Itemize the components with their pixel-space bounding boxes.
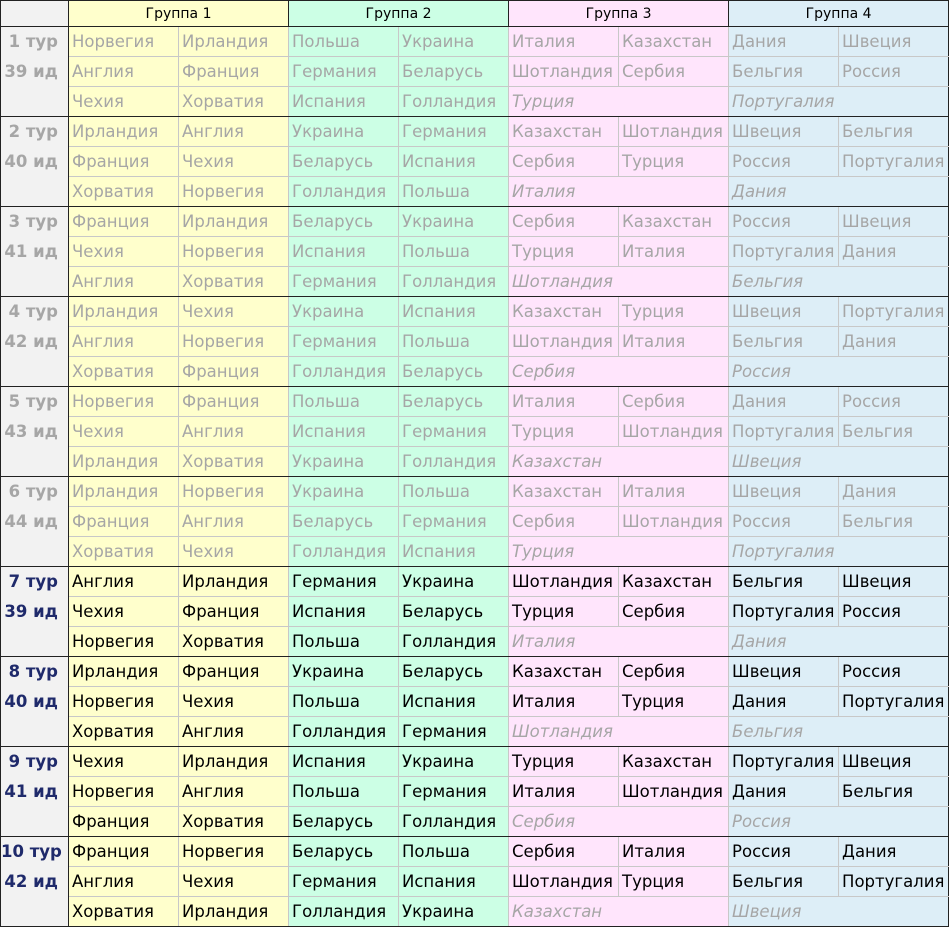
- away-team-cell: Казахстан: [619, 27, 729, 57]
- away-team-cell: Италия: [619, 477, 729, 507]
- away-team-cell: Бельгия: [839, 777, 949, 807]
- table-row: [1, 207, 949, 237]
- table-row: [1, 777, 949, 807]
- round-block: [1, 657, 949, 747]
- header-row: [1, 1, 949, 27]
- away-team-cell: Польша: [399, 237, 509, 267]
- home-team-cell: Швеция: [729, 117, 839, 147]
- table-row: [1, 837, 949, 867]
- home-team-cell: Украина: [289, 447, 399, 477]
- home-team-cell: Португалия: [729, 597, 839, 627]
- table-row: [1, 687, 949, 717]
- away-team-cell: Голландия: [399, 87, 509, 117]
- home-team-cell: Сербия: [509, 207, 619, 237]
- home-team-cell: Украина: [289, 657, 399, 687]
- away-team-cell: Россия: [839, 57, 949, 87]
- home-team-cell: Дания: [729, 27, 839, 57]
- home-team-cell: Чехия: [69, 597, 179, 627]
- away-team-cell: Беларусь: [399, 357, 509, 387]
- home-team-cell: Россия: [729, 837, 839, 867]
- away-team-cell: Франция: [179, 657, 289, 687]
- away-team-cell: Франция: [179, 387, 289, 417]
- table-row: [1, 417, 949, 447]
- table-row: [1, 567, 949, 597]
- round-label-blank: [1, 807, 69, 837]
- table-row: [1, 717, 949, 747]
- home-team-cell: Норвегия: [69, 777, 179, 807]
- round-block: [1, 297, 949, 387]
- home-team-cell: Англия: [69, 267, 179, 297]
- round-tour-label: 8 тур: [1, 657, 69, 687]
- round-tour-label: 7 тур: [1, 567, 69, 597]
- home-team-cell: Голландия: [289, 537, 399, 567]
- away-team-cell: Испания: [399, 867, 509, 897]
- home-team-cell: Норвегия: [69, 687, 179, 717]
- bye-team-cell: Португалия: [729, 87, 949, 117]
- away-team-cell: Бельгия: [839, 507, 949, 537]
- table-row: [1, 507, 949, 537]
- table-row: [1, 897, 949, 927]
- group-header-3: Группа 3: [509, 1, 729, 27]
- home-team-cell: Норвегия: [69, 27, 179, 57]
- table-row: [1, 627, 949, 657]
- table-row: [1, 387, 949, 417]
- round-tour-label: 4 тур: [1, 297, 69, 327]
- home-team-cell: Шотландия: [509, 567, 619, 597]
- bye-team-cell: Казахстан: [509, 897, 729, 927]
- round-id-label: 40 ид: [1, 687, 69, 717]
- away-team-cell: Германия: [399, 507, 509, 537]
- away-team-cell: Шотландия: [619, 417, 729, 447]
- round-tour-label: 9 тур: [1, 747, 69, 777]
- bye-team-cell: Сербия: [509, 357, 729, 387]
- away-team-cell: Украина: [399, 27, 509, 57]
- bye-team-cell: Турция: [509, 537, 729, 567]
- home-team-cell: Германия: [289, 867, 399, 897]
- home-team-cell: Голландия: [289, 897, 399, 927]
- away-team-cell: Турция: [619, 867, 729, 897]
- home-team-cell: Сербия: [509, 147, 619, 177]
- home-team-cell: Франция: [69, 147, 179, 177]
- home-team-cell: Бельгия: [729, 567, 839, 597]
- away-team-cell: Казахстан: [619, 747, 729, 777]
- group-header-4: Группа 4: [729, 1, 949, 27]
- away-team-cell: Швеция: [839, 567, 949, 597]
- home-team-cell: Чехия: [69, 417, 179, 447]
- away-team-cell: Шотландия: [619, 117, 729, 147]
- away-team-cell: Франция: [179, 357, 289, 387]
- away-team-cell: Хорватия: [179, 807, 289, 837]
- home-team-cell: Испания: [289, 597, 399, 627]
- home-team-cell: Франция: [69, 507, 179, 537]
- round-tour-label: 10 тур: [1, 837, 69, 867]
- round-label-blank: [1, 87, 69, 117]
- home-team-cell: Швеция: [729, 477, 839, 507]
- table-row: [1, 267, 949, 297]
- home-team-cell: Италия: [509, 387, 619, 417]
- round-block: [1, 477, 949, 567]
- away-team-cell: Казахстан: [619, 567, 729, 597]
- away-team-cell: Португалия: [839, 147, 949, 177]
- away-team-cell: Голландия: [399, 447, 509, 477]
- away-team-cell: Турция: [619, 687, 729, 717]
- round-id-label: 40 ид: [1, 147, 69, 177]
- home-team-cell: Беларусь: [289, 837, 399, 867]
- round-block: [1, 27, 949, 117]
- round-label-blank: [1, 177, 69, 207]
- away-team-cell: Германия: [399, 417, 509, 447]
- away-team-cell: Бельгия: [839, 417, 949, 447]
- away-team-cell: Россия: [839, 387, 949, 417]
- table-row: [1, 447, 949, 477]
- home-team-cell: Хорватия: [69, 897, 179, 927]
- home-team-cell: Германия: [289, 267, 399, 297]
- home-team-cell: Украина: [289, 117, 399, 147]
- away-team-cell: Германия: [399, 717, 509, 747]
- home-team-cell: Бельгия: [729, 327, 839, 357]
- home-team-cell: Украина: [289, 477, 399, 507]
- away-team-cell: Ирландия: [179, 567, 289, 597]
- round-block: [1, 207, 949, 297]
- table-row: [1, 477, 949, 507]
- round-label-blank: [1, 897, 69, 927]
- away-team-cell: Норвегия: [179, 327, 289, 357]
- home-team-cell: Франция: [69, 807, 179, 837]
- home-team-cell: Дания: [729, 687, 839, 717]
- home-team-cell: Португалия: [729, 747, 839, 777]
- bye-team-cell: Шотландия: [509, 717, 729, 747]
- home-team-cell: Испания: [289, 417, 399, 447]
- round-block: [1, 567, 949, 657]
- bye-team-cell: Шотландия: [509, 267, 729, 297]
- home-team-cell: Англия: [69, 57, 179, 87]
- away-team-cell: Испания: [399, 147, 509, 177]
- home-team-cell: Польша: [289, 777, 399, 807]
- table-row: [1, 597, 949, 627]
- away-team-cell: Германия: [399, 117, 509, 147]
- away-team-cell: Германия: [399, 777, 509, 807]
- home-team-cell: Хорватия: [69, 177, 179, 207]
- home-team-cell: Испания: [289, 237, 399, 267]
- away-team-cell: Франция: [179, 597, 289, 627]
- home-team-cell: Англия: [69, 567, 179, 597]
- away-team-cell: Дания: [839, 837, 949, 867]
- away-team-cell: Чехия: [179, 537, 289, 567]
- table-row: [1, 117, 949, 147]
- home-team-cell: Сербия: [509, 837, 619, 867]
- round-id-label: 44 ид: [1, 507, 69, 537]
- table-row: [1, 27, 949, 57]
- home-team-cell: Ирландия: [69, 447, 179, 477]
- group-header-2: Группа 2: [289, 1, 509, 27]
- round-id-label: 42 ид: [1, 327, 69, 357]
- home-team-cell: Хорватия: [69, 537, 179, 567]
- bye-team-cell: Португалия: [729, 537, 949, 567]
- away-team-cell: Португалия: [839, 867, 949, 897]
- bye-team-cell: Италия: [509, 177, 729, 207]
- away-team-cell: Хорватия: [179, 267, 289, 297]
- away-team-cell: Казахстан: [619, 207, 729, 237]
- away-team-cell: Дания: [839, 237, 949, 267]
- table-row: [1, 537, 949, 567]
- home-team-cell: Португалия: [729, 417, 839, 447]
- away-team-cell: Норвегия: [179, 477, 289, 507]
- home-team-cell: Голландия: [289, 177, 399, 207]
- round-tour-label: 3 тур: [1, 207, 69, 237]
- round-label-blank: [1, 537, 69, 567]
- home-team-cell: Турция: [509, 597, 619, 627]
- away-team-cell: Чехия: [179, 867, 289, 897]
- bye-team-cell: Россия: [729, 357, 949, 387]
- away-team-cell: Украина: [399, 747, 509, 777]
- bye-team-cell: Бельгия: [729, 717, 949, 747]
- home-team-cell: Дания: [729, 387, 839, 417]
- round-block: [1, 117, 949, 207]
- home-team-cell: Хорватия: [69, 717, 179, 747]
- home-team-cell: Германия: [289, 567, 399, 597]
- away-team-cell: Шотландия: [619, 777, 729, 807]
- away-team-cell: Англия: [179, 417, 289, 447]
- home-team-cell: Ирландия: [69, 657, 179, 687]
- home-team-cell: Шотландия: [509, 57, 619, 87]
- home-team-cell: Италия: [509, 27, 619, 57]
- home-team-cell: Сербия: [509, 507, 619, 537]
- home-team-cell: Португалия: [729, 237, 839, 267]
- away-team-cell: Италия: [619, 837, 729, 867]
- home-team-cell: Казахстан: [509, 117, 619, 147]
- round-block: [1, 747, 949, 837]
- away-team-cell: Голландия: [399, 627, 509, 657]
- home-team-cell: Польша: [289, 27, 399, 57]
- round-id-label: 39 ид: [1, 57, 69, 87]
- bye-team-cell: Сербия: [509, 807, 729, 837]
- round-id-label: 43 ид: [1, 417, 69, 447]
- table-row: [1, 747, 949, 777]
- away-team-cell: Испания: [399, 687, 509, 717]
- table-row: [1, 657, 949, 687]
- round-label-blank: [1, 717, 69, 747]
- away-team-cell: Польша: [399, 177, 509, 207]
- home-team-cell: Бельгия: [729, 57, 839, 87]
- away-team-cell: Италия: [619, 237, 729, 267]
- round-id-label: 42 ид: [1, 867, 69, 897]
- away-team-cell: Бельгия: [839, 117, 949, 147]
- away-team-cell: Португалия: [839, 297, 949, 327]
- home-team-cell: Голландия: [289, 357, 399, 387]
- away-team-cell: Ирландия: [179, 27, 289, 57]
- home-team-cell: Франция: [69, 207, 179, 237]
- away-team-cell: Украина: [399, 207, 509, 237]
- table-row: [1, 237, 949, 267]
- round-label-blank: [1, 447, 69, 477]
- away-team-cell: Ирландия: [179, 207, 289, 237]
- away-team-cell: Норвегия: [179, 237, 289, 267]
- away-team-cell: Англия: [179, 717, 289, 747]
- away-team-cell: Польша: [399, 837, 509, 867]
- home-team-cell: Хорватия: [69, 357, 179, 387]
- table-row: [1, 867, 949, 897]
- table-row: [1, 87, 949, 117]
- away-team-cell: Голландия: [399, 267, 509, 297]
- home-team-cell: Польша: [289, 687, 399, 717]
- round-label-blank: [1, 267, 69, 297]
- away-team-cell: Польша: [399, 477, 509, 507]
- home-team-cell: Швеция: [729, 297, 839, 327]
- away-team-cell: Сербия: [619, 597, 729, 627]
- table-row: [1, 297, 949, 327]
- round-id-label: 41 ид: [1, 777, 69, 807]
- bye-team-cell: Бельгия: [729, 267, 949, 297]
- home-team-cell: Германия: [289, 327, 399, 357]
- away-team-cell: Сербия: [619, 657, 729, 687]
- away-team-cell: Швеция: [839, 27, 949, 57]
- home-team-cell: Италия: [509, 687, 619, 717]
- away-team-cell: Сербия: [619, 57, 729, 87]
- home-team-cell: Беларусь: [289, 507, 399, 537]
- round-tour-label: 1 тур: [1, 27, 69, 57]
- home-team-cell: Чехия: [69, 747, 179, 777]
- home-team-cell: Англия: [69, 327, 179, 357]
- bye-team-cell: Швеция: [729, 447, 949, 477]
- home-team-cell: Италия: [509, 777, 619, 807]
- away-team-cell: Беларусь: [399, 597, 509, 627]
- away-team-cell: Англия: [179, 777, 289, 807]
- round-tour-label: 2 тур: [1, 117, 69, 147]
- table-row: [1, 327, 949, 357]
- home-team-cell: Норвегия: [69, 387, 179, 417]
- away-team-cell: Норвегия: [179, 177, 289, 207]
- bye-team-cell: Дания: [729, 177, 949, 207]
- home-team-cell: Турция: [509, 237, 619, 267]
- home-team-cell: Чехия: [69, 237, 179, 267]
- table-row: [1, 807, 949, 837]
- home-team-cell: Турция: [509, 747, 619, 777]
- home-team-cell: Ирландия: [69, 477, 179, 507]
- away-team-cell: Беларусь: [399, 57, 509, 87]
- corner-cell: [1, 1, 69, 27]
- group-header-1: Группа 1: [69, 1, 289, 27]
- away-team-cell: Дания: [839, 477, 949, 507]
- away-team-cell: Хорватия: [179, 447, 289, 477]
- away-team-cell: Англия: [179, 117, 289, 147]
- bye-team-cell: Дания: [729, 627, 949, 657]
- away-team-cell: Хорватия: [179, 627, 289, 657]
- away-team-cell: Беларусь: [399, 657, 509, 687]
- home-team-cell: Бельгия: [729, 867, 839, 897]
- home-team-cell: Дания: [729, 777, 839, 807]
- home-team-cell: Шотландия: [509, 327, 619, 357]
- home-team-cell: Швеция: [729, 657, 839, 687]
- away-team-cell: Сербия: [619, 387, 729, 417]
- away-team-cell: Хорватия: [179, 87, 289, 117]
- bye-team-cell: Турция: [509, 87, 729, 117]
- away-team-cell: Украина: [399, 897, 509, 927]
- home-team-cell: Беларусь: [289, 807, 399, 837]
- home-team-cell: Ирландия: [69, 117, 179, 147]
- away-team-cell: Беларусь: [399, 387, 509, 417]
- round-label-blank: [1, 357, 69, 387]
- round-id-label: 39 ид: [1, 597, 69, 627]
- home-team-cell: Беларусь: [289, 207, 399, 237]
- away-team-cell: Украина: [399, 567, 509, 597]
- away-team-cell: Голландия: [399, 807, 509, 837]
- home-team-cell: Беларусь: [289, 147, 399, 177]
- round-tour-label: 6 тур: [1, 477, 69, 507]
- home-team-cell: Россия: [729, 507, 839, 537]
- home-team-cell: Шотландия: [509, 867, 619, 897]
- home-team-cell: Германия: [289, 57, 399, 87]
- away-team-cell: Чехия: [179, 147, 289, 177]
- table-row: [1, 177, 949, 207]
- home-team-cell: Турция: [509, 417, 619, 447]
- away-team-cell: Польша: [399, 327, 509, 357]
- round-id-label: 41 ид: [1, 237, 69, 267]
- home-team-cell: Чехия: [69, 87, 179, 117]
- bye-team-cell: Казахстан: [509, 447, 729, 477]
- away-team-cell: Ирландия: [179, 747, 289, 777]
- home-team-cell: Голландия: [289, 717, 399, 747]
- away-team-cell: Турция: [619, 147, 729, 177]
- away-team-cell: Шотландия: [619, 507, 729, 537]
- round-block: [1, 387, 949, 477]
- table-row: [1, 357, 949, 387]
- away-team-cell: Норвегия: [179, 837, 289, 867]
- round-tour-label: 5 тур: [1, 387, 69, 417]
- away-team-cell: Швеция: [839, 207, 949, 237]
- away-team-cell: Россия: [839, 597, 949, 627]
- table-row: [1, 57, 949, 87]
- table-row: [1, 147, 949, 177]
- home-team-cell: Франция: [69, 837, 179, 867]
- home-team-cell: Казахстан: [509, 297, 619, 327]
- away-team-cell: Чехия: [179, 687, 289, 717]
- round-label-blank: [1, 627, 69, 657]
- away-team-cell: Испания: [399, 297, 509, 327]
- bye-team-cell: Россия: [729, 807, 949, 837]
- home-team-cell: Польша: [289, 387, 399, 417]
- home-team-cell: Россия: [729, 207, 839, 237]
- home-team-cell: Англия: [69, 867, 179, 897]
- away-team-cell: Португалия: [839, 687, 949, 717]
- away-team-cell: Италия: [619, 327, 729, 357]
- home-team-cell: Казахстан: [509, 657, 619, 687]
- away-team-cell: Англия: [179, 507, 289, 537]
- home-team-cell: Норвегия: [69, 627, 179, 657]
- bye-team-cell: Италия: [509, 627, 729, 657]
- home-team-cell: Испания: [289, 87, 399, 117]
- away-team-cell: Дания: [839, 327, 949, 357]
- home-team-cell: Испания: [289, 747, 399, 777]
- home-team-cell: Россия: [729, 147, 839, 177]
- away-team-cell: Франция: [179, 57, 289, 87]
- round-block: [1, 837, 949, 927]
- bye-team-cell: Швеция: [729, 897, 949, 927]
- away-team-cell: Ирландия: [179, 897, 289, 927]
- away-team-cell: Швеция: [839, 747, 949, 777]
- home-team-cell: Украина: [289, 297, 399, 327]
- home-team-cell: Польша: [289, 627, 399, 657]
- away-team-cell: Испания: [399, 537, 509, 567]
- away-team-cell: Чехия: [179, 297, 289, 327]
- home-team-cell: Казахстан: [509, 477, 619, 507]
- home-team-cell: Ирландия: [69, 297, 179, 327]
- away-team-cell: Турция: [619, 297, 729, 327]
- away-team-cell: Россия: [839, 657, 949, 687]
